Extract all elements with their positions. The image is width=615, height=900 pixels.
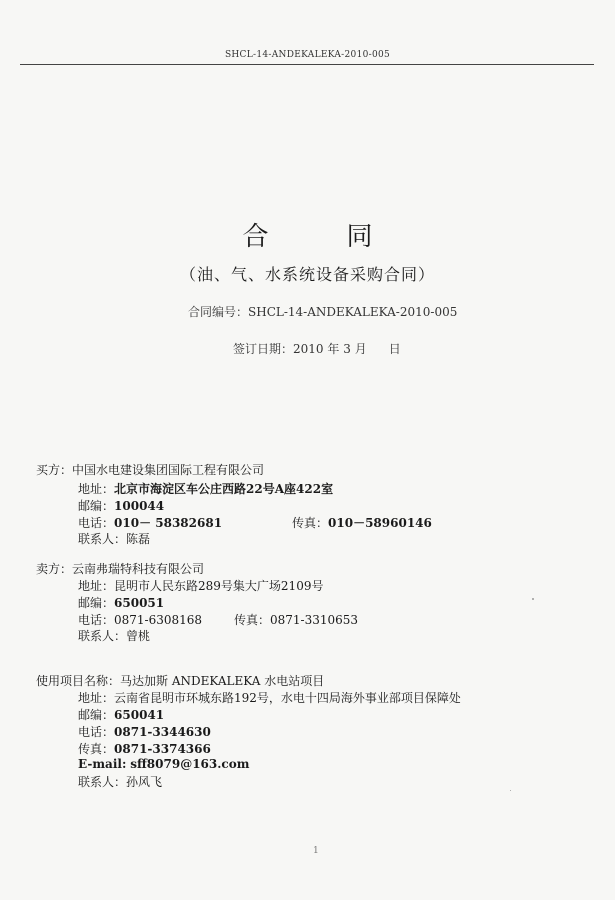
- sign-date: [233, 340, 401, 357]
- project-phone: 0871-3344630: [114, 725, 211, 739]
- project-name-line: [36, 672, 324, 689]
- project-name: 马达加斯 ANDEKALEKA 水电站项目: [120, 674, 325, 688]
- project-address-label: 地址：: [78, 691, 115, 705]
- project-email-line: [78, 757, 249, 771]
- project-postcode: 650041: [114, 708, 165, 722]
- project-contact: 孙风飞: [126, 775, 163, 789]
- buyer-name-line: [36, 461, 264, 478]
- seller-phone-line: [78, 611, 202, 628]
- seller-label: 卖方：: [36, 562, 73, 576]
- seller-fax-line: [234, 611, 358, 628]
- document-subtitle: （油、气、水系统设备采购合同）: [179, 265, 435, 284]
- buyer-postcode-label: 邮编：: [78, 499, 115, 513]
- project-postcode-label: 邮编：: [78, 708, 115, 722]
- contract-number-value: SHCL-14-ANDEKALEKA-2010-005: [248, 305, 458, 319]
- header-code: SHCL-14-ANDEKALEKA-2010-005: [224, 50, 391, 60]
- buyer-name: 中国水电建设集团国际工程有限公司: [72, 463, 265, 477]
- seller-contact: 曾桃: [126, 629, 151, 643]
- seller-address-label: 地址：: [78, 579, 115, 593]
- project-phone-line: [78, 723, 211, 740]
- buyer-fax-line: [292, 514, 432, 531]
- project-email: sff8079@163.com: [130, 757, 250, 771]
- buyer-fax: 010－58960146: [328, 516, 432, 530]
- contract-number-label: 合同编号：: [188, 305, 249, 319]
- page-number: 1: [313, 846, 319, 856]
- seller-contact-label: 联系人：: [78, 629, 127, 643]
- seller-fax: 0871-3310653: [270, 613, 359, 627]
- scan-speck: [532, 598, 534, 600]
- buyer-contact-line: [78, 530, 150, 547]
- seller-address-line: [78, 577, 323, 594]
- buyer-contact: 陈磊: [126, 532, 151, 546]
- seller-phone-label: 电话：: [78, 613, 115, 627]
- project-email-label: E-mail:: [78, 757, 127, 771]
- project-phone-label: 电话：: [78, 725, 115, 739]
- project-fax-line: [78, 740, 211, 757]
- seller-name-line: [36, 560, 204, 577]
- buyer-address-line: [78, 480, 333, 497]
- buyer-label: 买方：: [36, 463, 73, 477]
- project-label: 使用项目名称：: [36, 674, 121, 688]
- buyer-phone-label: 电话：: [78, 516, 115, 530]
- sign-date-label: 签订日期：: [233, 342, 294, 356]
- header-rule: [20, 64, 594, 65]
- project-postcode-line: [78, 706, 164, 723]
- sign-date-day-unit: 日: [388, 342, 401, 356]
- sign-date-month: 3: [343, 342, 351, 356]
- project-fax-label: 传真：: [78, 742, 115, 756]
- buyer-postcode-line: [78, 497, 164, 514]
- seller-contact-line: [78, 627, 150, 644]
- project-address-line: [78, 689, 461, 706]
- project-address: 云南省昆明市环城东路192号，水电十四局海外事业部项目保障处: [114, 691, 461, 705]
- buyer-postcode: 100044: [114, 499, 165, 513]
- seller-fax-label: 传真：: [234, 613, 271, 627]
- buyer-phone-line: [78, 514, 222, 531]
- buyer-address: 北京市海淀区车公庄西路22号A座422室: [114, 482, 334, 496]
- project-contact-line: [78, 773, 162, 790]
- seller-postcode-label: 邮编：: [78, 596, 115, 610]
- scan-speck: [510, 790, 511, 791]
- sign-date-year-unit: 年: [327, 342, 340, 356]
- project-fax: 0871-3374366: [114, 742, 211, 756]
- seller-phone: 0871-6308168: [114, 613, 203, 627]
- seller-address: 昆明市人民东路289号集大广场2109号: [114, 579, 324, 593]
- buyer-fax-label: 传真：: [292, 516, 329, 530]
- seller-postcode: 650051: [114, 596, 165, 610]
- sign-date-month-unit: 月: [354, 342, 367, 356]
- project-contact-label: 联系人：: [78, 775, 127, 789]
- seller-postcode-line: [78, 594, 164, 611]
- buyer-address-label: 地址：: [78, 482, 115, 496]
- document-title: 合同: [242, 222, 451, 252]
- sign-date-year: 2010: [293, 342, 324, 356]
- buyer-contact-label: 联系人：: [78, 532, 127, 546]
- buyer-phone: 010－ 58382681: [114, 516, 223, 530]
- contract-number: [188, 303, 457, 320]
- seller-name: 云南弗瑞特科技有限公司: [72, 562, 205, 576]
